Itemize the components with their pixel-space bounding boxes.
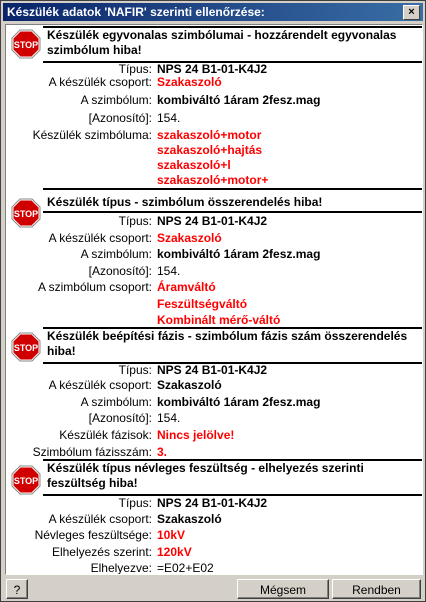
field-label: A szimbólum: (80, 395, 152, 409)
symbol-value: kombiváltó 1áram 2fesz.mag (157, 93, 321, 107)
section-separator (43, 211, 422, 213)
id-value: 154. (157, 264, 181, 278)
id-value: 154. (157, 411, 181, 425)
stop-sign-icon (11, 465, 41, 495)
section-separator (43, 188, 422, 190)
stop-label: STOP (13, 343, 39, 353)
field-label: [Azonosító]: (88, 264, 152, 278)
ok-button[interactable]: Rendben (332, 579, 421, 599)
symbol-list-item: szakaszoló+hajtás (157, 143, 263, 157)
field-label: Készülék szimbóluma: (32, 128, 152, 142)
section-heading: Készülék beépítési fázis - szimbólum fázis szám összerendelés hiba! (47, 329, 408, 358)
stop-sign-icon (11, 198, 41, 228)
type-value: NPS 24 B1-01-K4J2 (157, 363, 268, 377)
symbol-group-item: Feszültségváltó (157, 297, 248, 311)
type-value: NPS 24 B1-01-K4J2 (157, 214, 268, 228)
field-label: A készülék csoport: (48, 512, 152, 526)
symbol-phase-count-value: 3. (157, 445, 168, 459)
type-value: NPS 24 B1-01-K4J2 (157, 62, 268, 76)
field-label: Szimbólum fázisszám: (32, 445, 152, 459)
nominal-voltage-value: 10kV (157, 528, 186, 542)
device-phases-value: Nincs jelölve! (157, 428, 235, 442)
field-label: [Azonosító]: (88, 111, 152, 125)
symbol-group-item: Kombinált mérő-váltó (157, 313, 281, 327)
symbol-group-item: Áramváltó (157, 280, 216, 294)
help-button[interactable]: ? (6, 579, 28, 599)
field-label: A szimbólum: (80, 247, 152, 261)
group-value: Szakaszoló (157, 231, 222, 245)
stop-label: STOP (13, 209, 39, 219)
section-heading: Készülék típus - szimbólum összerendelés hiba! (47, 195, 323, 209)
cancel-button[interactable]: Mégsem (237, 579, 329, 599)
field-label: Névleges feszültsége: (34, 528, 152, 542)
field-label: Típus: (118, 214, 152, 228)
field-label: Elhelyezve: (90, 561, 152, 575)
type-value: NPS 24 B1-01-K4J2 (157, 496, 268, 510)
symbol-value: kombiváltó 1áram 2fesz.mag (157, 247, 321, 261)
section-heading: Készülék egyvonalas szimbólumai - hozzárendelt egyvonalas szimbólum hiba! (47, 28, 397, 57)
group-value: Szakaszoló (157, 75, 222, 89)
field-label: Típus: (118, 496, 152, 510)
stop-sign-icon (11, 332, 41, 362)
placement-voltage-value: 120kV (157, 545, 192, 559)
report-panel (5, 24, 423, 575)
section-heading: Készülék típus névleges feszültség - elhelyezés szerinti feszültség hiba! (47, 461, 364, 490)
symbol-list-item: szakaszoló+motor (157, 128, 262, 142)
id-value: 154. (157, 111, 181, 125)
field-label: A szimbólum csoport: (37, 280, 152, 294)
symbol-list-item: szakaszoló+l (157, 158, 231, 172)
stop-sign-icon (11, 29, 41, 59)
field-label: A készülék csoport: (48, 75, 152, 89)
field-label: Típus: (118, 363, 152, 377)
symbol-value: kombiváltó 1áram 2fesz.mag (157, 395, 321, 409)
close-button[interactable]: × (403, 5, 420, 20)
field-label: A készülék csoport: (48, 231, 152, 245)
stop-label: STOP (13, 40, 39, 50)
field-label: A készülék csoport: (48, 378, 152, 392)
field-label: Készülék fázisok: (59, 428, 152, 442)
placed-at-value: =E02+E02 (157, 561, 214, 575)
symbol-list-item: szakaszoló+motor+ (157, 173, 269, 187)
field-label: [Azonosító]: (88, 411, 152, 425)
window-title: Készülék adatok 'NAFIR' szerinti ellenőrzése: (7, 5, 265, 19)
stop-label: STOP (13, 476, 39, 486)
group-value: Szakaszoló (157, 378, 222, 392)
field-label: Elhelyezés szerint: (51, 545, 152, 559)
title-bar (3, 3, 423, 21)
field-label: A szimbólum: (80, 93, 152, 107)
group-value: Szakaszoló (157, 512, 222, 526)
field-label: Típus: (118, 62, 152, 76)
